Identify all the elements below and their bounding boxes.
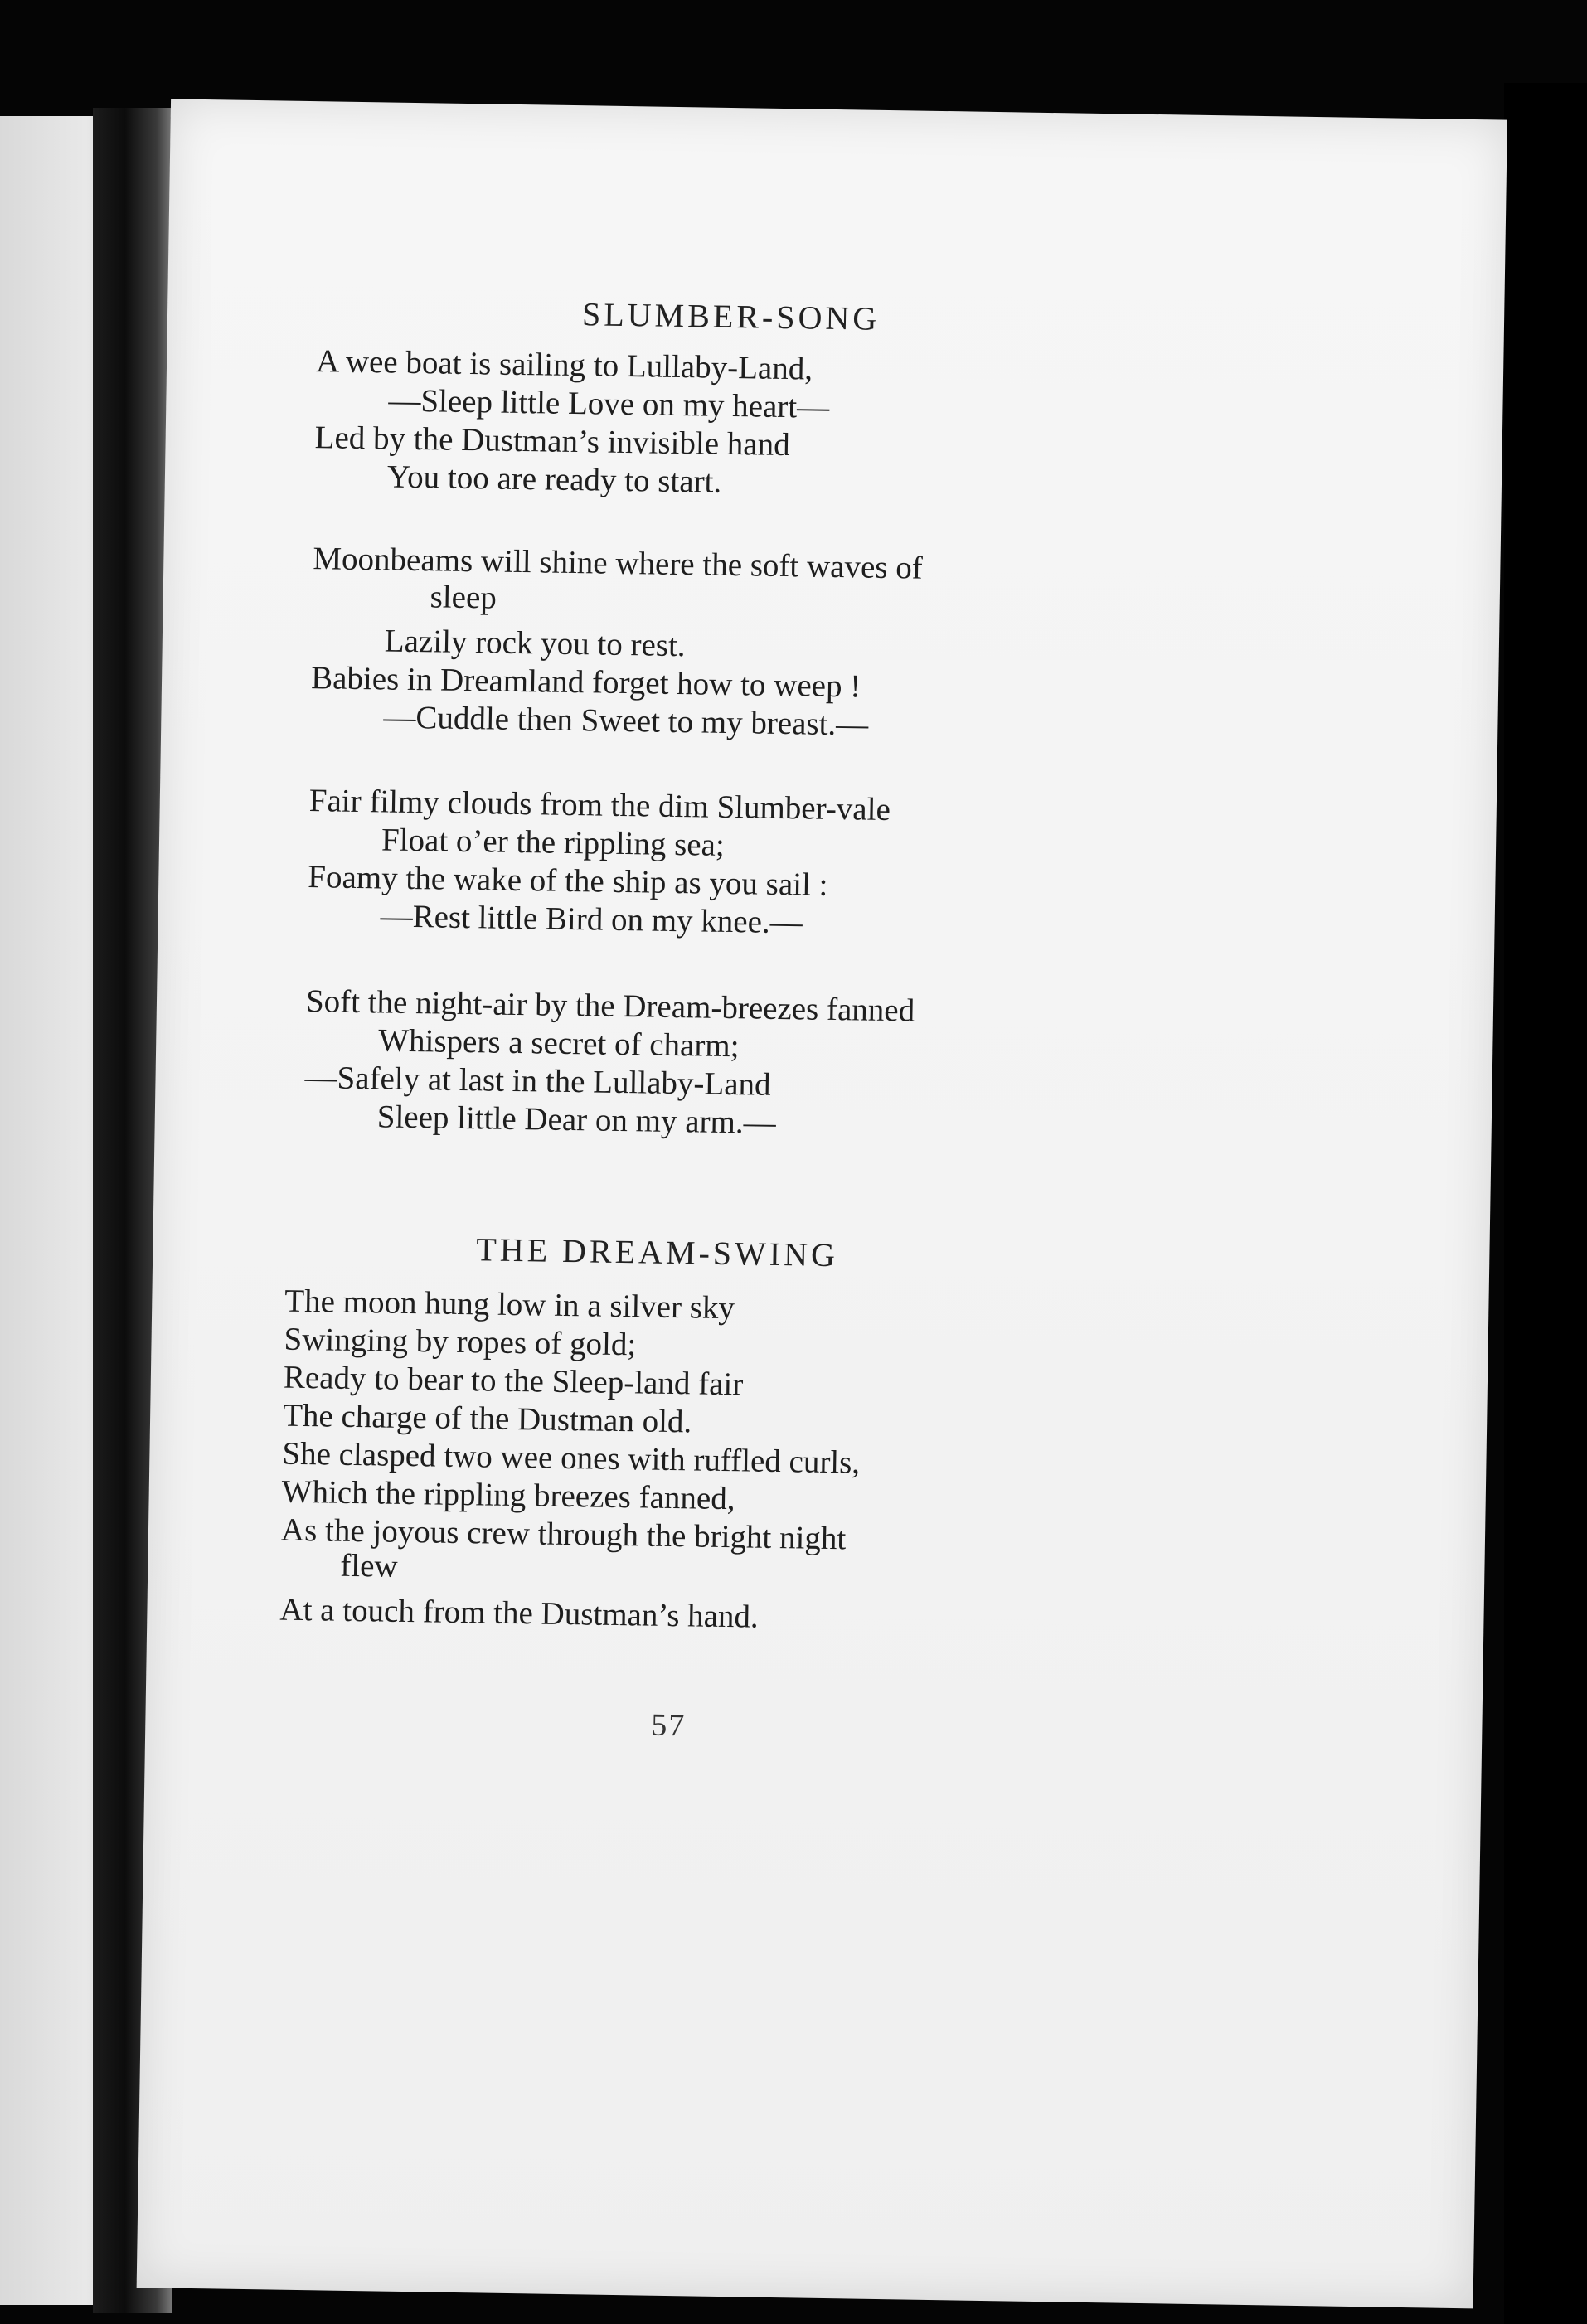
poem-line: She clasped two wee ones with ruffled curls, (282, 1435, 861, 1481)
poem-line: Led by the Dustman’s invisible hand (314, 420, 790, 463)
poem-line: Soft the night-air by the Dream-breezes fanned (305, 983, 915, 1029)
poem-line: —Rest little Bird on my knee.— (380, 898, 803, 941)
poem-line: The moon hung low in a silver sky (284, 1283, 735, 1327)
poem-title: SLUMBER-SONG (581, 295, 881, 337)
page-content (137, 99, 1507, 2308)
poem-line: A wee boat is sailing to Lullaby-Land, (315, 343, 813, 387)
poem-line: Fair filmy clouds from the dim Slumber-vale (308, 783, 891, 828)
poem-line: The charge of the Dustman old. (282, 1397, 692, 1440)
poem-line: Babies in Dreamland forget how to weep ! (310, 660, 861, 705)
poem-line: Which the rippling breezes fanned, (281, 1473, 735, 1517)
poem-line: Whispers a secret of charm; (377, 1022, 740, 1065)
poem-line: —Sleep little Love on my heart— (388, 382, 830, 425)
poem-line: Swinging by ropes of gold; (284, 1321, 637, 1363)
poem-line: Sleep little Dear on my arm.— (376, 1099, 777, 1141)
poem-line: As the joyous crew through the bright night (280, 1511, 847, 1557)
scan-background-right (1504, 83, 1587, 2324)
poem-line: flew (340, 1547, 398, 1584)
poem-line: —Cuddle then Sweet to my breast.— (383, 699, 869, 743)
poem-line: You too are ready to start. (386, 458, 722, 500)
poem-line: Ready to bear to the Sleep-land fair (283, 1359, 744, 1403)
poem-line: Lazily rock you to rest. (384, 623, 686, 664)
poem-line: Foamy the wake of the ship as you sail : (308, 859, 828, 903)
poem-line: sleep (430, 579, 497, 616)
poem-line: —Safely at last in the Lullaby-Land (304, 1060, 771, 1103)
page-number: 57 (651, 1707, 687, 1744)
poem-title: THE DREAM-SWING (475, 1230, 839, 1274)
poem-line: Moonbeams will shine where the soft waves of (313, 541, 924, 586)
book-page (137, 99, 1507, 2308)
poem-line: At a touch from the Dustman’s hand. (279, 1591, 760, 1635)
poem-line: Float o’er the rippling sea; (381, 822, 726, 863)
